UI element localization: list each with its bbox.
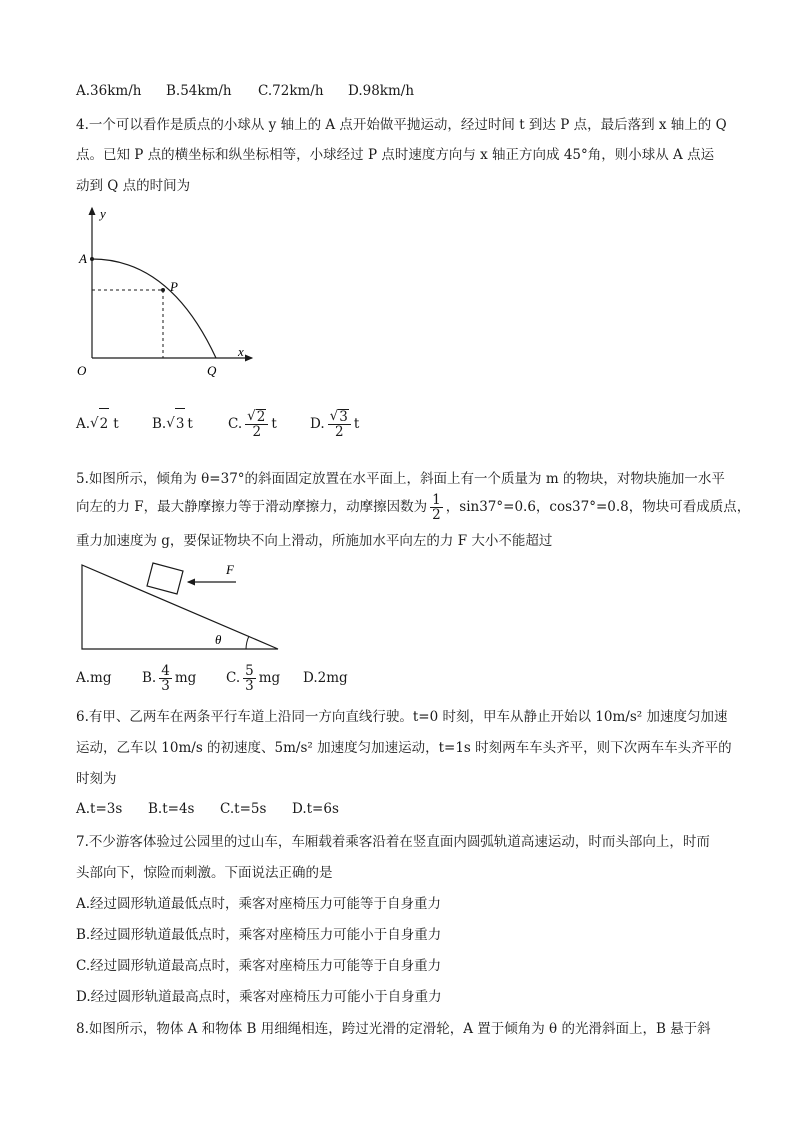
q5-text-line-2: 向左的力 F，最大静摩擦力等于滑动摩擦力，动摩擦因数为 $\frac{1}{2}$ ，sin37°=0.6，cos37°=0.8，物块可看成质点，	[76, 491, 751, 523]
label-a: A	[79, 251, 87, 266]
q7-option-a: A.经过圆形轨道最低点时，乘客对座椅压力可能等于自身重力	[76, 896, 442, 912]
q6-text-line-3: 时刻为	[76, 771, 117, 787]
q5-option-b: B. $\frac{4}{3}$ mg	[142, 662, 197, 694]
label-q: Q	[207, 363, 217, 378]
q5-option-a: A.mg	[76, 670, 112, 686]
q6-option-a: A.t=3s	[76, 801, 123, 817]
q8-text-line-1: 8.如图所示，物体 A 和物体 B 用细绳相连，跨过光滑的定滑轮，A 置于倾角为 θ 的光滑斜面上，B 悬于斜	[76, 1021, 711, 1037]
q3-options	[76, 82, 414, 100]
block	[147, 563, 183, 594]
q4-option-a: A. √ 2 t	[76, 408, 152, 439]
q5-option-c: C. $\frac{5}{3}$ mg	[226, 662, 281, 694]
q4-text-line-2: 点。已知 P 点的横坐标和纵坐标相等，小球经过 P 点时速度方向与 x 轴正方向成 45°角，则小球从 A 点运	[76, 147, 715, 163]
q5-options	[76, 662, 348, 694]
label-x: x	[238, 344, 244, 359]
fraction-sqrt2-over-2: √ 2 2	[245, 409, 268, 439]
angle-arc	[246, 636, 249, 649]
q6-options	[76, 800, 339, 818]
label-y: y	[100, 206, 106, 221]
q5-option-d: D.2mg	[303, 670, 348, 686]
fraction-one-half: $\frac{1}{2}$	[432, 491, 441, 523]
q7-option-d: D.经过圆形轨道最高点时，乘客对座椅压力可能小于自身重力	[76, 989, 442, 1005]
label-p: P	[170, 279, 178, 294]
q7-text-line-2: 头部向下，惊险而刺激。下面说法正确的是	[76, 865, 333, 881]
point-p	[161, 288, 165, 292]
point-a	[90, 257, 94, 261]
q3-option-c: C.72km/h	[258, 83, 324, 99]
trajectory-curve	[92, 259, 216, 358]
q6-text-line-1: 6.有甲、乙两车在两条平行车道上沿同一方向直线行驶。t=0 时刻，甲车从静止开始以 10m/s² 加速度匀加速	[76, 709, 728, 725]
q7-text-line-1: 7.不少游客体验过公园里的过山车，车厢载着乘客沿着在竖直面内圆弧轨道高速运动，时而头部向上，时而	[76, 834, 710, 850]
q4-option-c: C. √ 2 2 t	[228, 407, 277, 440]
q7-option-b: B.经过圆形轨道最低点时，乘客对座椅压力可能小于自身重力	[76, 927, 442, 943]
q5-text-line-1: 5.如图所示，倾角为 θ=37°的斜面固定放置在水平面上，斜面上有一个质量为 m 的物块，对物块施加一水平	[76, 471, 725, 487]
q4-text-line-3: 动到 Q 点的时间为	[76, 178, 191, 194]
q4-options	[76, 408, 359, 439]
sqrt-2: √ 2	[90, 408, 109, 439]
q7-option-c: C.经过圆形轨道最高点时，乘客对座椅压力可能等于自身重力	[76, 958, 442, 974]
q4-projectile-figure	[70, 200, 270, 380]
q4-option-b: B. √ 3 t	[152, 408, 228, 439]
q6-option-c: C.t=5s	[220, 801, 267, 817]
q3-option-a: A.36km/h	[76, 83, 142, 99]
q6-option-d: D.t=6s	[292, 801, 339, 817]
label-o: O	[77, 363, 87, 378]
q5-incline-figure	[76, 558, 286, 654]
fraction-sqrt3-over-2: √ 3 2	[328, 409, 351, 439]
q4-option-d: D. √ 3 2 t	[310, 407, 360, 440]
q5-text-line-3: 重力加速度为 g，要保证物块不向上滑动，所施加水平向左的力 F 大小不能超过	[76, 533, 553, 549]
label-theta: θ	[215, 632, 222, 647]
q4-text-line-1: 4.一个可以看作是质点的小球从 y 轴上的 A 点开始做平抛运动，经过时间 t 到达 P 点，最后落到 x 轴上的 Q	[76, 117, 727, 133]
label-f: F	[226, 562, 234, 577]
q3-option-d: D.98km/h	[348, 83, 415, 99]
q6-text-line-2: 运动，乙车以 10m/s 的初速度、5m/s² 加速度匀加速运动，t=1s 时刻两车车头齐平，则下次两车车头齐平的	[76, 740, 732, 756]
q6-option-b: B.t=4s	[148, 801, 195, 817]
sqrt-3: √ 3	[166, 408, 185, 439]
q3-option-b: B.54km/h	[166, 83, 232, 99]
